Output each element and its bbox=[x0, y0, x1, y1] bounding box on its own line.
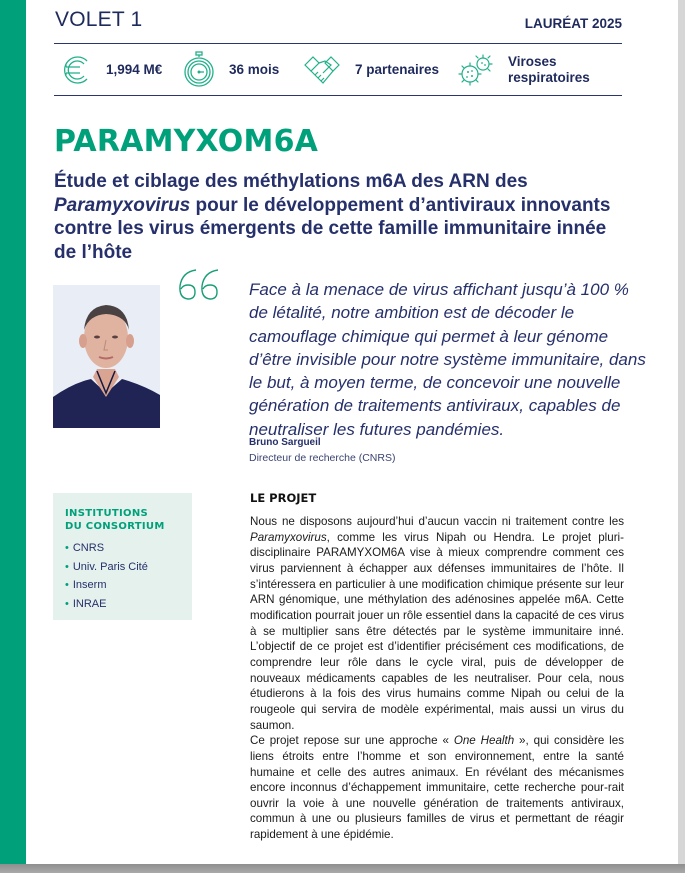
author-photo bbox=[53, 285, 160, 428]
stat-theme-line1: Viroses bbox=[508, 54, 557, 69]
project-paragraph-1 bbox=[250, 514, 624, 733]
subtitle-italic: Paramyxovirus bbox=[54, 194, 191, 216]
stat-theme-label bbox=[508, 54, 590, 86]
p1-text-a: Nous ne disposons aujourd’hui d’aucun vaccin ni traitement contre les bbox=[250, 515, 624, 528]
stat-duration bbox=[183, 48, 279, 92]
stopwatch-icon bbox=[183, 51, 215, 89]
side-accent-bar bbox=[0, 0, 26, 864]
divider-top bbox=[54, 43, 622, 44]
consortium-title-line1: INSTITUTIONS bbox=[65, 508, 148, 519]
subtitle-text-1: Étude et ciblage des méthylations m6A des ARN des bbox=[54, 171, 528, 192]
p1-text-b: , comme les virus Nipah ou Hendra. Le projet pluri-disciplinaire PARAMYXOM6A vise à mieux comprendre comment ces virus parviennent à échapper aux défenses immunitaires de l’hôte. Il s’intéressera en particulier à une modification chimique présente sur leur ARN génomique, une méthylation des adénosines appelée m6A. Cette modification pourrait jouer un rôle essentiel dans la capacité de ces virus à se multiplier sans être détectés par le système immunitaire inné. L’objectif de ce projet est d’identifier précisément ces modifications, de comprendre leur rôle dans le cycle viral, puis de développer de nouveaux médicaments capables de les neutraliser. Pour cela, nous étudierons à la fois des virus humains comme Nipah ou celui de la rougeole qui servira de modèle expérimental, mais aussi un virus du saumon. bbox=[250, 530, 624, 732]
consortium-title bbox=[65, 507, 165, 533]
section-label: VOLET 1 bbox=[55, 8, 143, 31]
p2-text-b: », qui considère les liens étroits entre l’homme et son environnement, entre la santé humaine et celle des autres animaux. En révélant des mécanismes encore inconnus d’échappement immunitaire, cette recherche pour-rait ouvrir la voie à une nouvelle génération de traitements antiviraux, commun à une ou plusieurs familles de virus et permettant de réagir rapidement à une épidémie. bbox=[250, 734, 624, 842]
stat-budget-label: 1,994 M€ bbox=[106, 62, 163, 77]
consortium-box bbox=[53, 493, 192, 620]
bullet-icon: • bbox=[65, 579, 69, 591]
consortium-item-label: Univ. Paris Cité bbox=[72, 560, 148, 573]
stat-duration-label: 36 mois bbox=[229, 62, 280, 77]
consortium-list bbox=[65, 539, 148, 613]
stat-budget bbox=[62, 48, 162, 92]
viewer-background-right bbox=[678, 0, 685, 864]
divider-bottom bbox=[54, 95, 622, 96]
consortium-title-line2: DU CONSORTIUM bbox=[65, 521, 165, 532]
p2-text-a: Ce projet repose sur une approche « bbox=[250, 734, 454, 748]
virus-icon bbox=[456, 52, 494, 88]
bullet-icon: • bbox=[65, 597, 69, 610]
handshake-icon bbox=[303, 53, 341, 87]
author-role: Directeur de recherche (CNRS) bbox=[249, 452, 396, 464]
stat-partners bbox=[303, 48, 439, 92]
quote-mark-icon bbox=[176, 266, 224, 308]
testimonial-quote: Face à la menace de virus affichant jusqu’à 100 % de létalité, notre ambition est de décoder le camouflage chimique qui permet à leur génome d’être invisible pour notre système immunitaire, dans le but, à moyen terme, de concevoir une nouvelle génération de traitements antiviraux, capables de neutraliser les futures pandémies. bbox=[249, 280, 646, 439]
project-subtitle bbox=[54, 170, 614, 264]
consortium-item bbox=[65, 539, 148, 558]
consortium-item bbox=[65, 595, 148, 614]
stat-theme-line2: respiratoires bbox=[508, 70, 590, 85]
p2-italic: One Health bbox=[453, 734, 515, 748]
project-paragraph-2 bbox=[250, 733, 624, 843]
project-acronym: PARAMYXOM6A bbox=[54, 124, 319, 159]
consortium-item bbox=[65, 576, 148, 595]
bullet-icon: • bbox=[65, 560, 69, 573]
consortium-item-label: CNRS bbox=[72, 542, 105, 554]
author-name: Bruno Sargueil bbox=[249, 437, 321, 448]
project-description bbox=[250, 514, 624, 843]
consortium-item-label: INRAE bbox=[72, 597, 107, 610]
consortium-item bbox=[65, 558, 148, 577]
euro-icon bbox=[62, 53, 92, 87]
award-label: LAURÉAT 2025 bbox=[524, 16, 622, 31]
project-section-heading: LE PROJET bbox=[250, 491, 317, 505]
subtitle-text-2: pour le développement d’antiviraux innovants contre les virus émergents de cette famille immunitaire innée de l’hôte bbox=[54, 194, 611, 263]
bullet-icon: • bbox=[65, 542, 69, 554]
stat-partners-label: 7 partenaires bbox=[355, 62, 440, 77]
consortium-item-label: Inserm bbox=[72, 579, 107, 591]
p1-italic: Paramyxovirus bbox=[250, 530, 327, 544]
viewer-background-bottom bbox=[0, 864, 685, 873]
stat-theme bbox=[456, 48, 590, 92]
